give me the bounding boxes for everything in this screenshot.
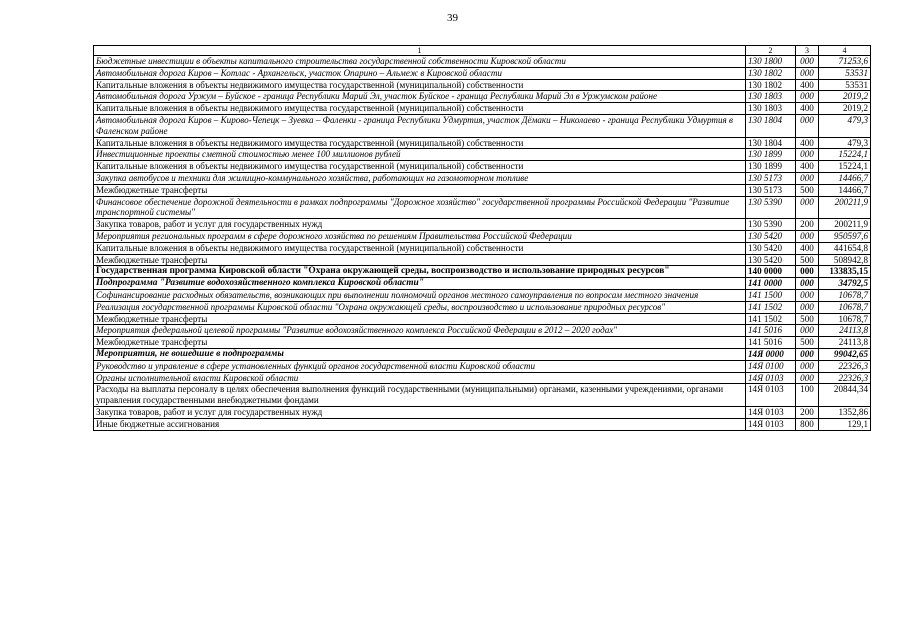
row-code-cell: 141 1500 [746, 289, 796, 301]
table-row [94, 230, 871, 242]
page-number: 39 [447, 12, 458, 24]
row-amount-cell: 15224,1 [819, 161, 871, 173]
row-name-cell: Автомобильная дорога Киров – Кирово-Чепецк – Зуевка – Фаленки - граница Республики Удмуртия, участок Дёмаки – Николаево - граница Республики Удмуртия в Фаленском районе [94, 114, 746, 137]
table-body [94, 56, 871, 431]
row-name-cell: Государственная программа Кировской области "Охрана окружающей среды, воспроизводство и использование природных ресурсов" [94, 266, 746, 278]
row-type-cell: 200 [796, 406, 819, 418]
row-amount-cell: 2019,2 [819, 103, 871, 115]
row-code-cell: 130 5420 [746, 230, 796, 242]
row-code-cell: 130 5420 [746, 254, 796, 266]
row-code-cell: 130 1800 [746, 56, 796, 68]
row-name-cell: Расходы на выплаты персоналу в целях обеспечения выполнения функций государственными (муниципальными) органами, казенными учреждениями, органами управления государственными внебюджетными фондами [94, 384, 746, 407]
row-type-cell: 000 [796, 67, 819, 79]
table-row [94, 184, 871, 196]
table-row [94, 114, 871, 137]
row-code-cell: 130 1899 [746, 161, 796, 173]
row-amount-cell: 20844,34 [819, 384, 871, 407]
table-row [94, 348, 871, 360]
row-name-cell: Межбюджетные трансферты [94, 254, 746, 266]
row-type-cell: 800 [796, 418, 819, 430]
row-name-cell: Капитальные вложения в объекты недвижимого имущества государственной (муниципальной) собственности [94, 242, 746, 254]
row-type-cell: 500 [796, 184, 819, 196]
table-row [94, 418, 871, 430]
row-amount-cell: 24113,8 [819, 337, 871, 349]
row-name-cell: Закупка товаров, работ и услуг для государственных нужд [94, 219, 746, 231]
column-header-name: 1 [94, 46, 746, 56]
table-row [94, 325, 871, 337]
column-header-code: 2 [746, 46, 796, 56]
table-row [94, 278, 871, 290]
table-row [94, 372, 871, 384]
table-row [94, 103, 871, 115]
row-name-cell: Мероприятия региональных программ в сфере дорожного хозяйства по решениям Правительства Российской Федерации [94, 230, 746, 242]
row-code-cell: 130 1803 [746, 103, 796, 115]
table-row [94, 289, 871, 301]
budget-table [93, 45, 871, 431]
row-name-cell: Иные бюджетные ассигнования [94, 418, 746, 430]
table-row [94, 406, 871, 418]
row-type-cell: 000 [796, 325, 819, 337]
row-name-cell: Капитальные вложения в объекты недвижимого имущества государственной (муниципальной) собственности [94, 137, 746, 149]
row-type-cell: 000 [796, 149, 819, 161]
row-type-cell: 000 [796, 114, 819, 137]
row-code-cell: 14Я 0100 [746, 360, 796, 372]
table-header-row [94, 46, 871, 56]
column-header-amount: 4 [819, 46, 871, 56]
row-amount-cell: 53531 [819, 67, 871, 79]
row-type-cell: 400 [796, 242, 819, 254]
row-code-cell: 130 5390 [746, 196, 796, 219]
row-amount-cell: 71253,6 [819, 56, 871, 68]
column-header-type: 3 [796, 46, 819, 56]
row-type-cell: 400 [796, 103, 819, 115]
table-row [94, 196, 871, 219]
table-row [94, 56, 871, 68]
row-name-cell: Закупка товаров, работ и услуг для государственных нужд [94, 406, 746, 418]
row-type-cell: 000 [796, 266, 819, 278]
table-row [94, 313, 871, 325]
row-code-cell: 141 1502 [746, 313, 796, 325]
row-type-cell: 000 [796, 278, 819, 290]
row-type-cell: 400 [796, 137, 819, 149]
row-code-cell: 130 1804 [746, 137, 796, 149]
table-row [94, 337, 871, 349]
row-amount-cell: 15224,1 [819, 149, 871, 161]
row-type-cell: 000 [796, 196, 819, 219]
row-type-cell: 000 [796, 372, 819, 384]
row-name-cell: Софинансирование расходных обязательств, возникающих при выполнении полномочий органов местного самоуправления по вопросам местного значения [94, 289, 746, 301]
row-amount-cell: 2019,2 [819, 91, 871, 103]
table-row [94, 242, 871, 254]
row-amount-cell: 10678,7 [819, 289, 871, 301]
table-row [94, 137, 871, 149]
table-row [94, 266, 871, 278]
row-type-cell: 500 [796, 337, 819, 349]
row-name-cell: Капитальные вложения в объекты недвижимого имущества государственной (муниципальной) собственности [94, 103, 746, 115]
row-code-cell: 140 0000 [746, 266, 796, 278]
row-code-cell: 14Я 0103 [746, 418, 796, 430]
row-name-cell: Автомобильная дорога Уржум – Буйское - граница Республики Марий Эл, участок Буйское - граница Республики Марий Эл в Уржумском районе [94, 91, 746, 103]
row-amount-cell: 34792,5 [819, 278, 871, 290]
row-amount-cell: 22326,3 [819, 372, 871, 384]
table-row [94, 254, 871, 266]
row-type-cell: 000 [796, 56, 819, 68]
row-code-cell: 14Я 0103 [746, 372, 796, 384]
row-amount-cell: 99042,65 [819, 348, 871, 360]
row-amount-cell: 10678,7 [819, 301, 871, 313]
row-code-cell: 14Я 0103 [746, 406, 796, 418]
row-type-cell: 000 [796, 91, 819, 103]
table-row [94, 301, 871, 313]
row-amount-cell: 950597,6 [819, 230, 871, 242]
row-name-cell: Органы исполнительной власти Кировской области [94, 372, 746, 384]
row-code-cell: 130 1802 [746, 79, 796, 91]
row-name-cell: Мероприятия, не вошедшие в подпрограммы [94, 348, 746, 360]
row-name-cell: Подпрограмма "Развитие водохозяйственного комплекса Кировской области" [94, 278, 746, 290]
row-code-cell: 141 1502 [746, 301, 796, 313]
row-code-cell: 130 1899 [746, 149, 796, 161]
row-type-cell: 000 [796, 360, 819, 372]
row-type-cell: 500 [796, 254, 819, 266]
table-row [94, 219, 871, 231]
row-code-cell: 14Я 0000 [746, 348, 796, 360]
table-row [94, 67, 871, 79]
row-name-cell: Автомобильная дорога Киров – Котлас - Архангельск, участок Опарино – Альмеж в Кировской области [94, 67, 746, 79]
row-type-cell: 000 [796, 348, 819, 360]
row-name-cell: Капитальные вложения в объекты недвижимого имущества государственной (муниципальной) собственности [94, 161, 746, 173]
row-type-cell: 000 [796, 289, 819, 301]
table-row [94, 91, 871, 103]
row-amount-cell: 200211,9 [819, 196, 871, 219]
row-amount-cell: 10678,7 [819, 313, 871, 325]
row-amount-cell: 1352,86 [819, 406, 871, 418]
row-type-cell: 200 [796, 219, 819, 231]
row-code-cell: 130 5390 [746, 219, 796, 231]
row-name-cell: Финансовое обеспечение дорожной деятельности в рамках подпрограммы "Дорожное хозяйство" государственной программы Российской Федерации "Развитие транспортной системы" [94, 196, 746, 219]
row-name-cell: Бюджетные инвестиции в объекты капитального строительства государственной собственности Кировской области [94, 56, 746, 68]
row-name-cell: Межбюджетные трансферты [94, 184, 746, 196]
row-amount-cell: 133835,15 [819, 266, 871, 278]
row-amount-cell: 508942,8 [819, 254, 871, 266]
row-name-cell: Закупка автобусов и техники для жилищно-коммунального хозяйства, работающих на газомоторном топливе [94, 172, 746, 184]
row-type-cell: 400 [796, 161, 819, 173]
row-type-cell: 100 [796, 384, 819, 407]
row-type-cell: 500 [796, 313, 819, 325]
row-amount-cell: 129,1 [819, 418, 871, 430]
row-type-cell: 000 [796, 172, 819, 184]
row-amount-cell: 22326,3 [819, 360, 871, 372]
row-amount-cell: 14466,7 [819, 172, 871, 184]
row-name-cell: Капитальные вложения в объекты недвижимого имущества государственной (муниципальной) собственности [94, 79, 746, 91]
row-code-cell: 130 5173 [746, 172, 796, 184]
row-name-cell: Межбюджетные трансферты [94, 313, 746, 325]
row-amount-cell: 200211,9 [819, 219, 871, 231]
table-row [94, 360, 871, 372]
row-code-cell: 130 5173 [746, 184, 796, 196]
row-type-cell: 000 [796, 301, 819, 313]
row-code-cell: 141 5016 [746, 325, 796, 337]
row-type-cell: 400 [796, 79, 819, 91]
row-amount-cell: 24113,8 [819, 325, 871, 337]
row-code-cell: 141 0000 [746, 278, 796, 290]
row-name-cell: Мероприятия федеральной целевой программы "Развитие водохозяйственного комплекса Российской Федерации в 2012 – 2020 годах" [94, 325, 746, 337]
row-code-cell: 130 1804 [746, 114, 796, 137]
table-row [94, 384, 871, 407]
row-code-cell: 130 1803 [746, 91, 796, 103]
row-code-cell: 14Я 0103 [746, 384, 796, 407]
table-row [94, 79, 871, 91]
row-name-cell: Реализация государственной программы Кировской области "Охрана окружающей среды, воспроизводство и использование природных ресурсов" [94, 301, 746, 313]
table-row [94, 149, 871, 161]
row-code-cell: 130 5420 [746, 242, 796, 254]
row-code-cell: 141 5016 [746, 337, 796, 349]
row-name-cell: Инвестиционные проекты сметной стоимостью менее 100 миллионов рублей [94, 149, 746, 161]
row-code-cell: 130 1802 [746, 67, 796, 79]
row-name-cell: Руководство и управление в сфере установленных функций органов государственной власти Кировской области [94, 360, 746, 372]
row-amount-cell: 479,3 [819, 137, 871, 149]
row-amount-cell: 441654,8 [819, 242, 871, 254]
row-name-cell: Межбюджетные трансферты [94, 337, 746, 349]
table-row [94, 161, 871, 173]
table-row [94, 172, 871, 184]
row-type-cell: 000 [796, 230, 819, 242]
row-amount-cell: 53531 [819, 79, 871, 91]
row-amount-cell: 479,3 [819, 114, 871, 137]
row-amount-cell: 14466,7 [819, 184, 871, 196]
